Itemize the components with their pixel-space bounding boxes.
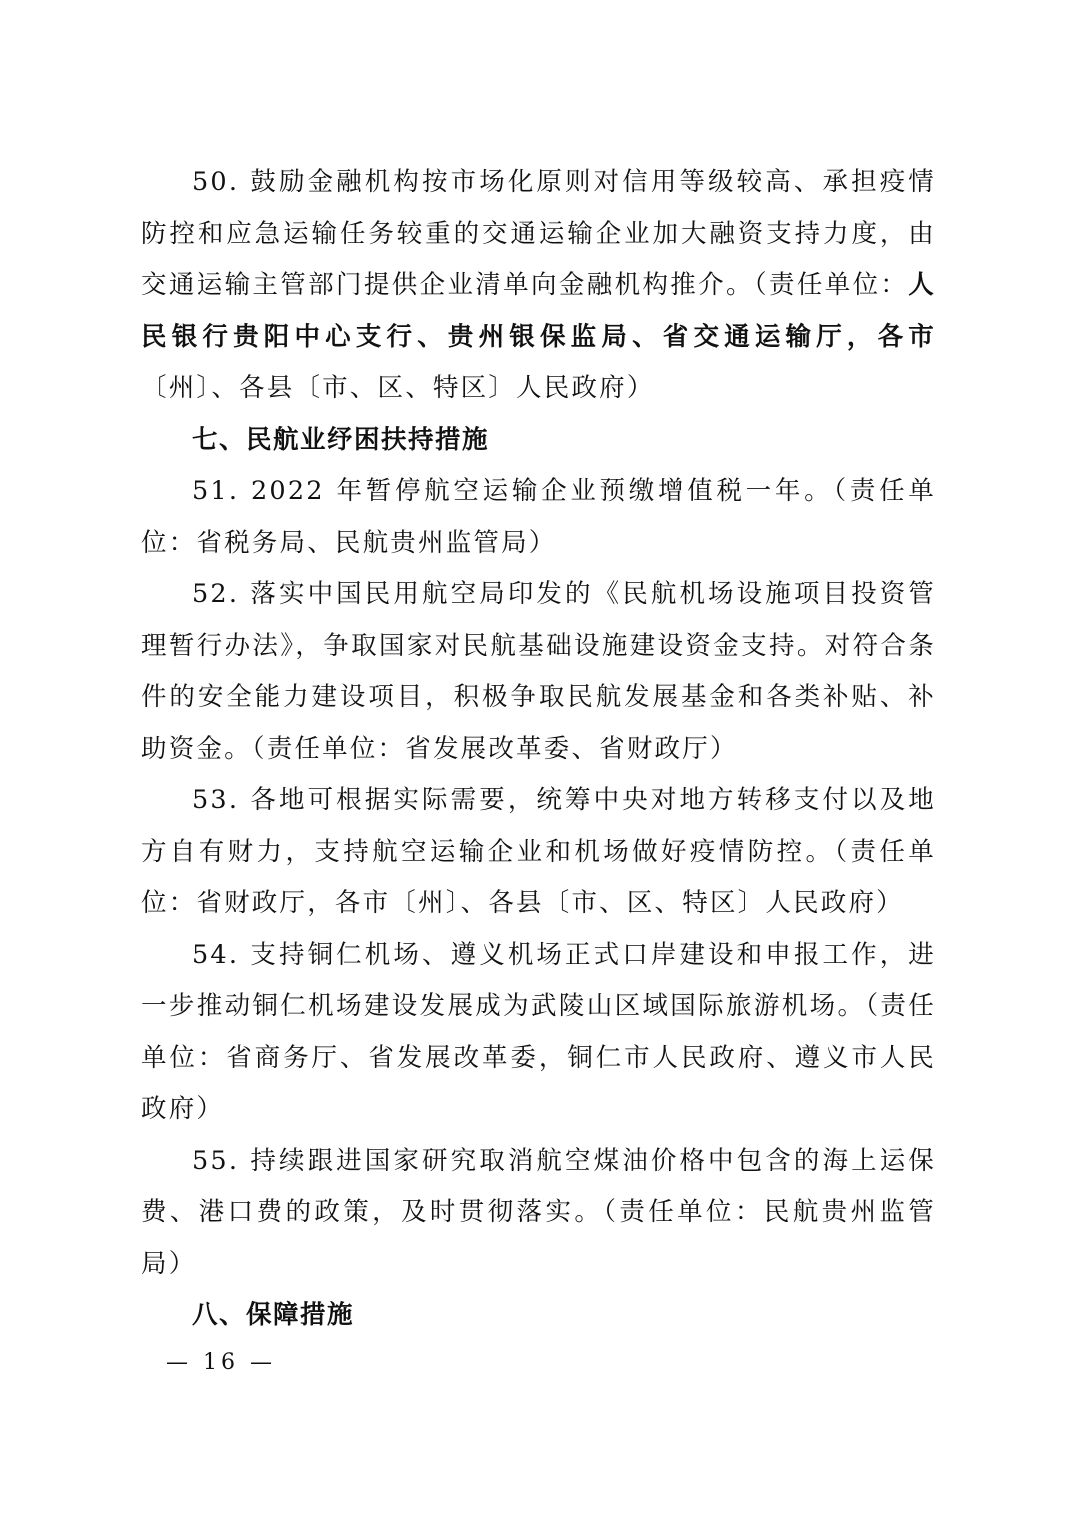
paragraph-50-tail: 〔州〕、各县〔市、区、特区〕人民政府） bbox=[141, 373, 655, 403]
section-heading-7: 七、民航业纾困扶持措施 bbox=[192, 424, 490, 455]
paragraph-51: 51. 2022 年暂停航空运输企业预缴增值税一年。（责任单位：省税务局、民航贵州监管局） bbox=[141, 476, 936, 558]
paragraph-55: 55. 持续跟进国家研究取消航空煤油价格中包含的海上运保费、港口费的政策，及时贯彻落实。（责任单位：民航贵州监管局） bbox=[141, 1145, 936, 1279]
paragraph-54: 54. 支持铜仁机场、遵义机场正式口岸建设和申报工作，进一步推动铜仁机场建设发展成为武陵山区域国际旅游机场。（责任单位：省商务厅、省发展改革委，铜仁市人民政府、遵义市人民政府） bbox=[141, 939, 936, 1124]
paragraph-53: 53. 各地可根据实际需要，统筹中央对地方转移支付以及地方自有财力，支持航空运输企业和机场做好疫情防控。（责任单位：省财政厅，各市〔州〕、各县〔市、区、特区〕人民政府） bbox=[141, 785, 936, 918]
paragraph-50-bold: 人民银行贵阳中心支行、贵州银保监局、省交通运输厅，各市 bbox=[141, 270, 936, 352]
section-heading-8: 八、保障措施 bbox=[192, 1300, 355, 1330]
document-body bbox=[141, 157, 936, 1342]
paragraph-50-text: 50. 鼓励金融机构按市场化原则对信用等级较高、承担疫情防控和应急运输任务较重的交通运输企业加大融资支持力度，由交通运输主管部门提供企业清单向金融机构推介。（责任单位： bbox=[141, 167, 936, 300]
paragraph-50 bbox=[141, 157, 936, 415]
page-number: — 16 — bbox=[166, 1350, 276, 1375]
paragraph-52: 52. 落实中国民用航空局印发的《民航机场设施项目投资管理暂行办法》，争取国家对民航基础设施建设资金支持。对符合条件的安全能力建设项目，积极争取民航发展基金和各类补贴、补助资金。（责任单位：省发展改革委、省财政厅） bbox=[141, 579, 936, 764]
